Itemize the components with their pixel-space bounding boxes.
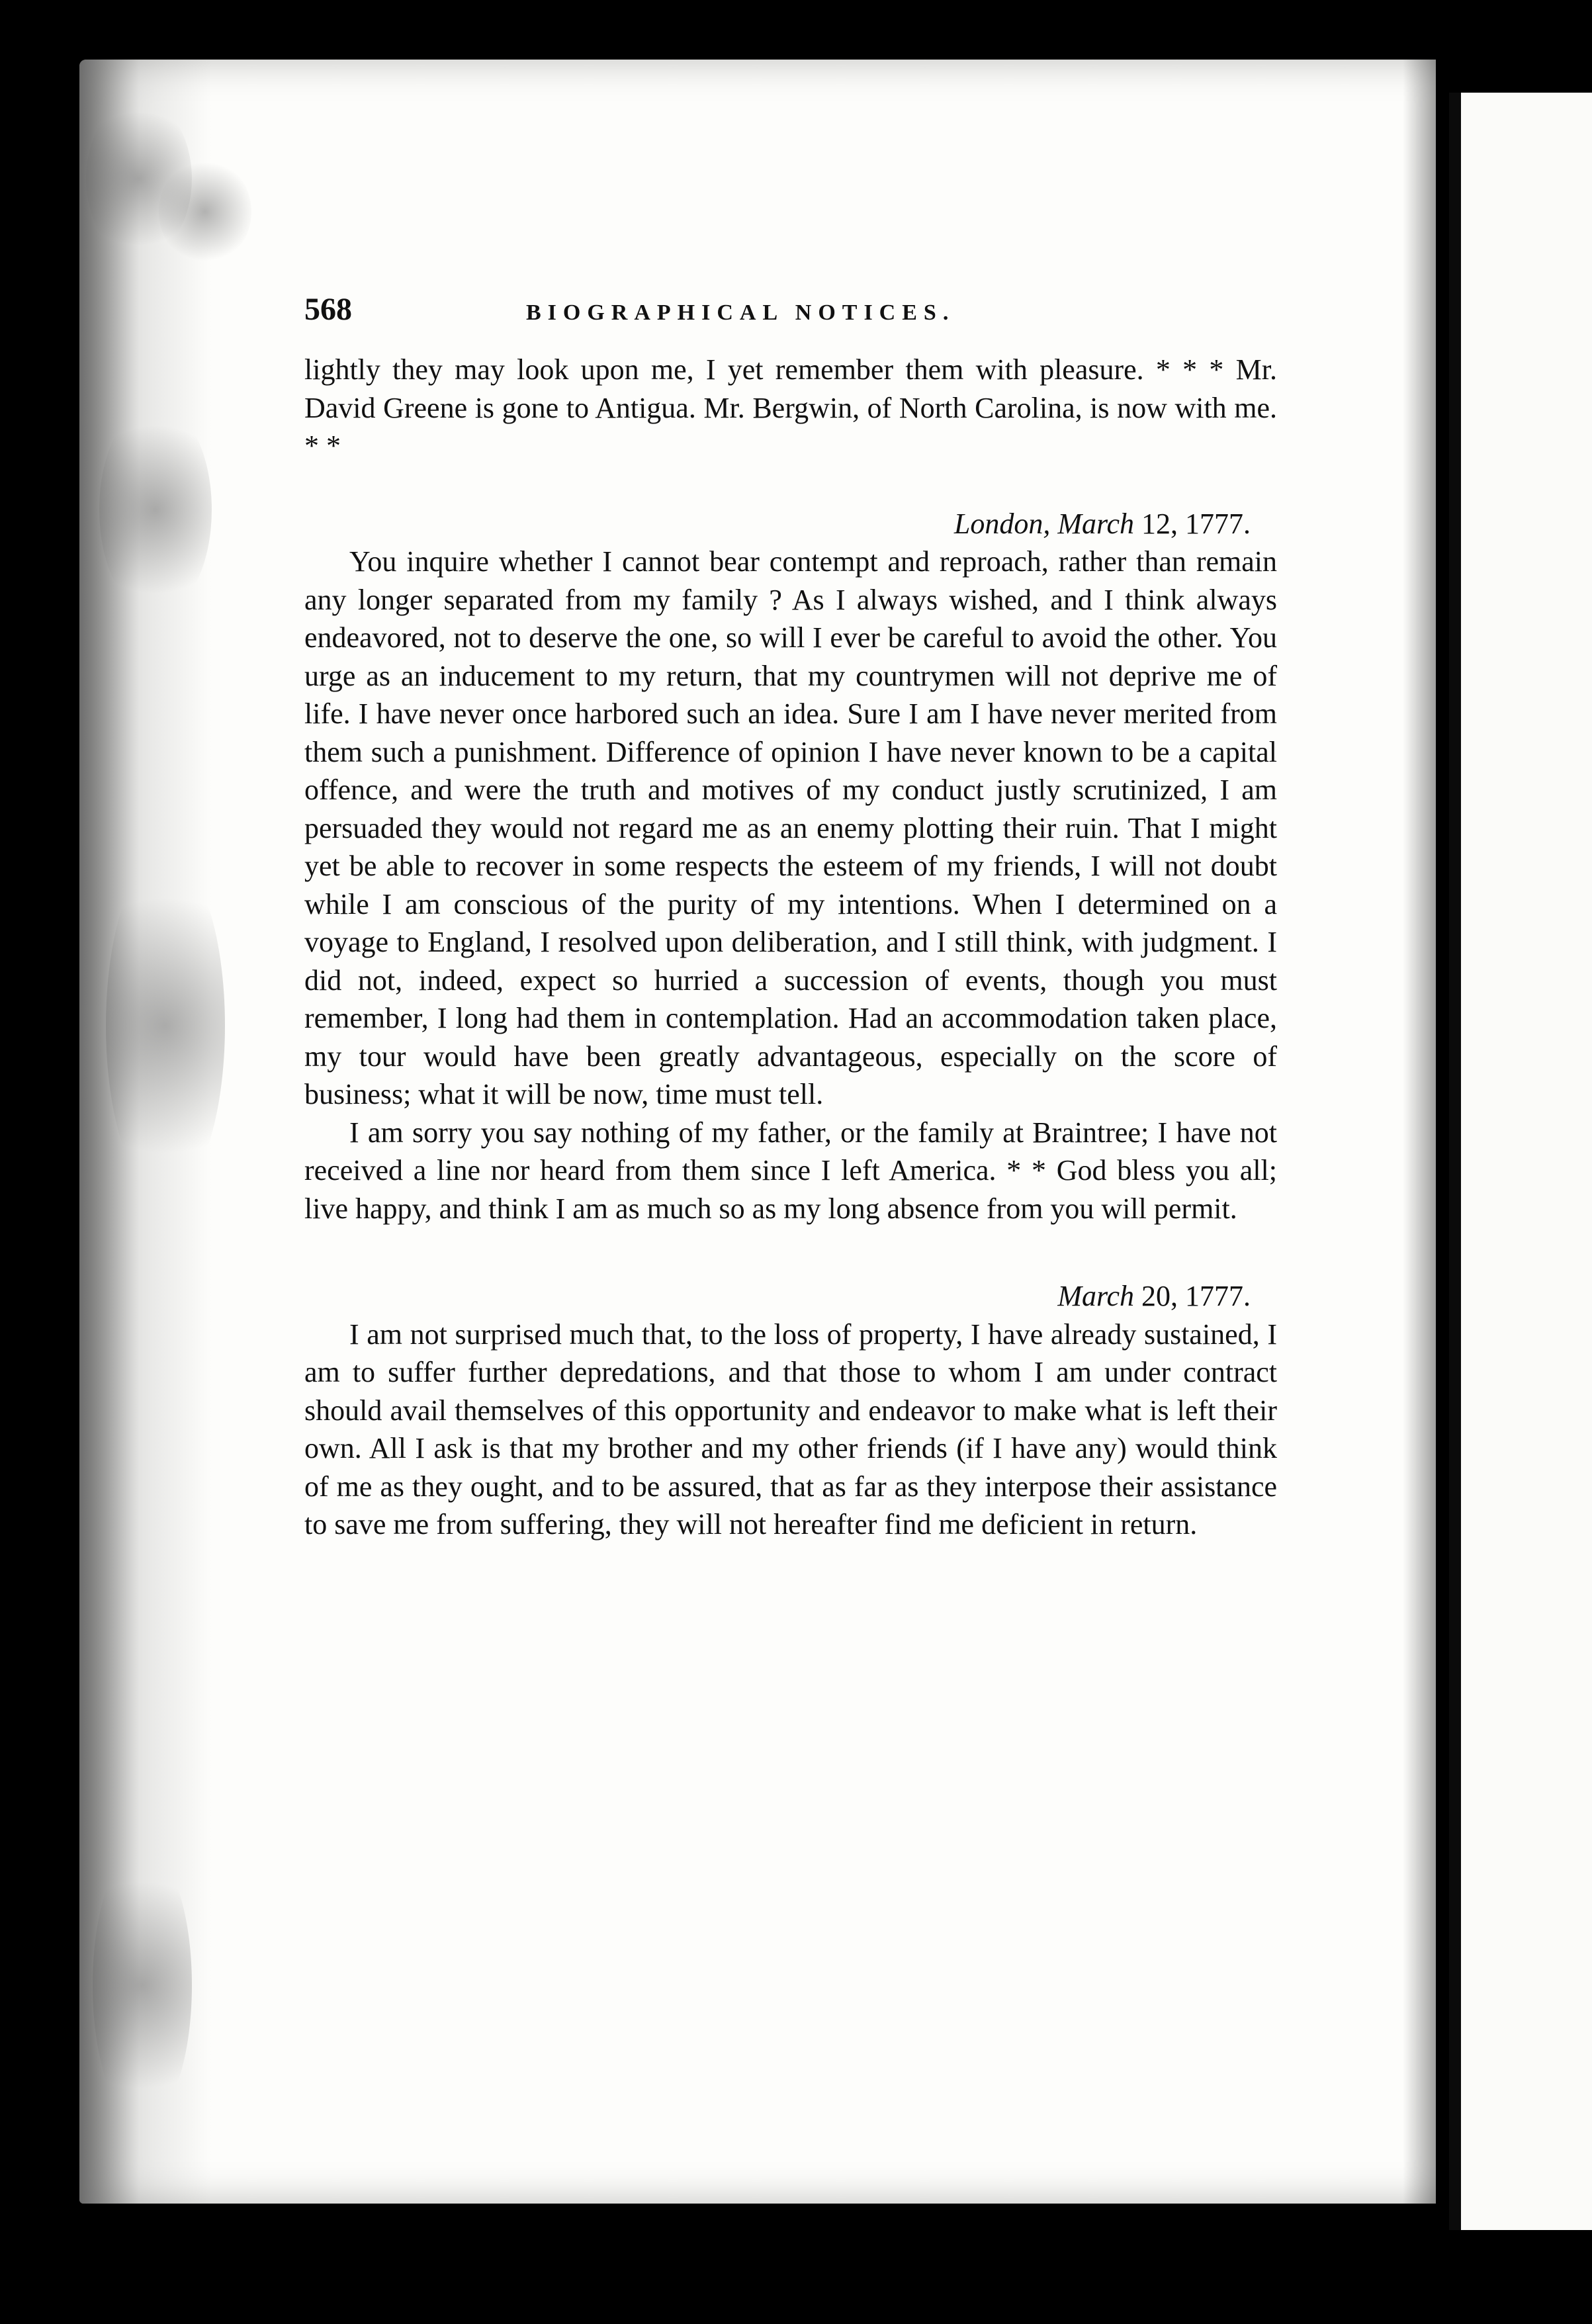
- continuation-paragraph: lightly they may look upon me, I yet remember them with pleasure. * * * Mr. David Greene is gone to Antigua. Mr. Bergwin, of North Carolina, is now with me. * *: [304, 353, 1277, 462]
- foxing-stain: [159, 159, 251, 265]
- gutter-shadow: [1403, 60, 1449, 2217]
- dateline-month: March: [1057, 1280, 1134, 1312]
- page-number: 568: [304, 292, 352, 327]
- foxing-stain: [99, 404, 212, 615]
- page-header: [304, 291, 1277, 351]
- dateline-day-year: 20, 1777.: [1141, 1280, 1251, 1312]
- dateline-day-year: 12, 1777.: [1141, 507, 1251, 540]
- dateline-month: March: [1057, 507, 1134, 540]
- foxing-stain: [93, 1846, 192, 2124]
- letter-dateline: [304, 1277, 1277, 1316]
- foxing-stain: [106, 854, 225, 1198]
- letter-paragraph: I am not surprised much that, to the loss of property, I have already sustained, I am to suffer further depredations, and that those to whom I am under contract should avail themselves of this opportunity and endeavor to make what is left their own. All I ask is that my brother and my other friends (if I have any) would think of me as they ought, and to be assured, that as far as they interpose their assistance to save me from suffering, they will not hereafter find me deficient in return.: [304, 1318, 1277, 1541]
- letter-paragraph: I am sorry you say nothing of my father, or the family at Braintree; I have not received a line nor heard from them since I left America. * * God bless you all; live happy, and think I am as much so as my long absence from you will permit.: [304, 1116, 1277, 1225]
- letter-paragraph: You inquire whether I cannot bear contempt and reproach, rather than remain any longer separated from my family ? As I always wished, and I think always endeavored, not to deserve the one, so will I ever be careful to avoid the other. You urge as an inducement to my return, that my countrymen will not deprive me of life. I have never once harbored such an idea. Sure I am I have never merited from them such a punishment. Difference of opinion I have never known to be a capital offence, and were the truth and motives of my conduct justly scrutinized, I am persuaded they would not regard me as an enemy plotting their ruin. That I might yet be able to recover in some respects the esteem of my friends, I will not doubt while I am conscious of the purity of my intentions. When I determined on a voyage to England, I resolved upon deliberation, and I still think, with judgment. I did not, indeed, expect so hurried a succession of events, though you must remember, I long had them in contemplation. Had an accommodation taken place, my tour would have been greatly advantageous, especially on the score of business; what it will be now, time must tell.: [304, 545, 1277, 1110]
- book-page-right-edge: [1449, 93, 1592, 2230]
- letter-dateline: [304, 505, 1277, 543]
- page-text-block: [304, 291, 1277, 1544]
- running-head: BIOGRAPHICAL NOTICES.: [526, 300, 955, 325]
- dateline-place: London,: [953, 507, 1051, 540]
